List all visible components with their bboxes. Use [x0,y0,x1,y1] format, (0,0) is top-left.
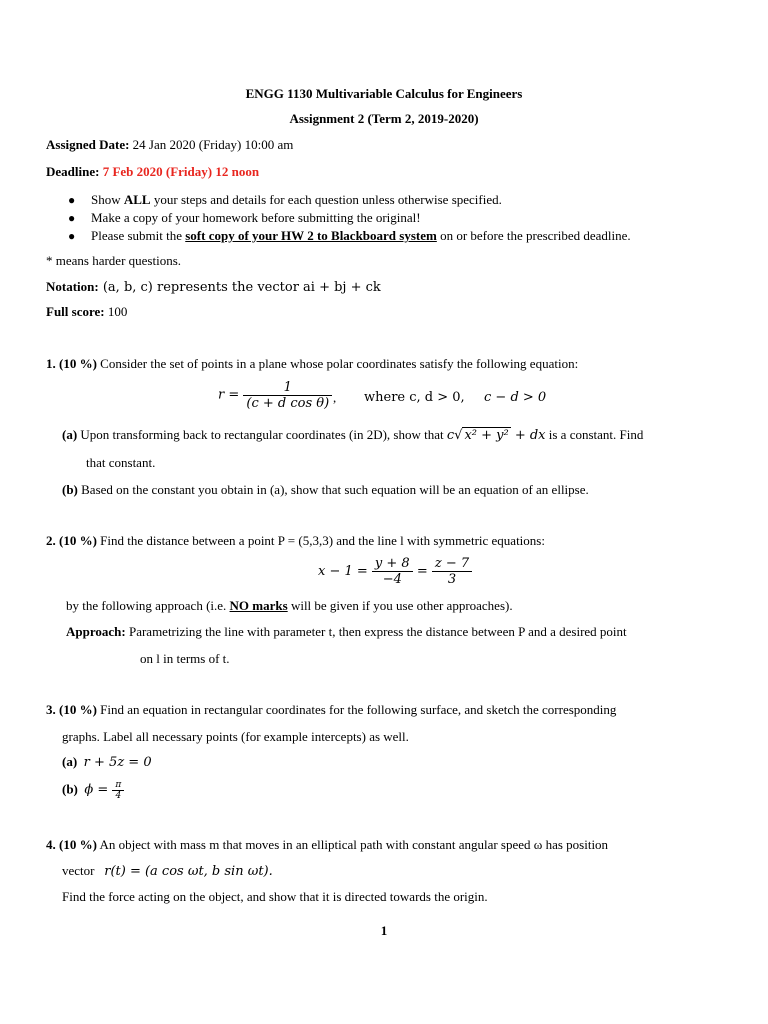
q1-comma: , [333,390,337,405]
bullet-icon: ● [68,229,76,243]
q4-stem: 4. (10 %) An object with mass m that moves in an elliptical path with constant angular speed ω has position [46,837,609,852]
q1-condition: c − d > 0 [484,390,547,405]
q1-equation: r = $\frac{1}{\text{(c + d cos θ)}}$ [218,380,332,411]
q1-part-a-cont: that constant. [86,455,156,470]
q3-part-b: (b) ϕ = $\frac{\pi}{4}$ [62,780,124,801]
q1-fraction: $\frac{1}{\text{(c + d cos θ)}}$ [243,380,332,411]
q2-approach-cont: on l in terms of t. [140,651,230,666]
assigned-date: Assigned Date: 24 Jan 2020 (Friday) 10:00 am [46,137,294,152]
instruction-submit: Please submit the soft copy of your HW 2 to Blackboard system on or before the prescribed deadline. [91,228,631,243]
q3-fraction: $\frac{\pi}{4}$ [112,780,124,801]
q3-stem-cont: graphs. Label all necessary points (for example intercepts) as well. [62,729,409,744]
q1-where: where c, d > 0, [364,390,465,405]
q3-part-a: (a) r + 5z = 0 [62,754,152,770]
bullet-icon: ● [68,211,76,225]
q1-stem: 1. (10 %) Consider the set of points in a plane whose polar coordinates satisfy the following equation: [46,356,579,371]
instruction-copy: Make a copy of your homework before submitting the original! [91,210,421,225]
q2-equation: x − 1 = $\frac{y + 8}{-4}$ = $\frac{z - 7}{3}$ [318,556,472,587]
q2-approach: Approach: Parametrizing the line with parameter t, then express the distance between P and a desired point [66,624,627,639]
q3-stem: 3. (10 %) Find an equation in rectangular coordinates for the following surface, and sketch the corresponding [46,702,617,717]
full-score: Full score: 100 [46,304,128,319]
q2-fraction-y: $\frac{y + 8}{-4}$ [372,556,413,587]
bullet-icon: ● [68,193,76,207]
q2-fraction-z: $\frac{z - 7}{3}$ [432,556,472,587]
assignment-title: Assignment 2 (Term 2, 2019-2020) [289,111,479,126]
page-number: 1 [380,923,388,938]
q4-task: Find the force acting on the object, and show that it is directed towards the origin. [62,889,488,904]
deadline: Deadline: 7 Feb 2020 (Friday) 12 noon [46,164,260,179]
q2-approach-note: by the following approach (i.e. NO marks will be given if you use other approaches). [66,598,513,613]
course-title: ENGG 1130 Multivariable Calculus for Engineers [245,86,523,101]
harder-note: * means harder questions. [46,253,182,268]
notation: Notation: (a, b, c) represents the vector ai + bj + ck [46,279,381,295]
q4-vector: vector r(t) = (a cos ωt, b sin ωt). [62,863,273,879]
q2-stem: 2. (10 %) Find the distance between a point P = (5,3,3) and the line l with symmetric equations: [46,533,545,548]
q1-part-b: (b) Based on the constant you obtain in (a), show that such equation will be an equation of an ellipse. [62,482,589,497]
instruction-show-steps: Show ALL your steps and details for each question unless otherwise specified. [91,192,502,207]
q1-part-a: (a) Upon transforming back to rectangular coordinates (in 2D), show that c√ x² + y² + dx is a constant. Find [62,427,644,443]
